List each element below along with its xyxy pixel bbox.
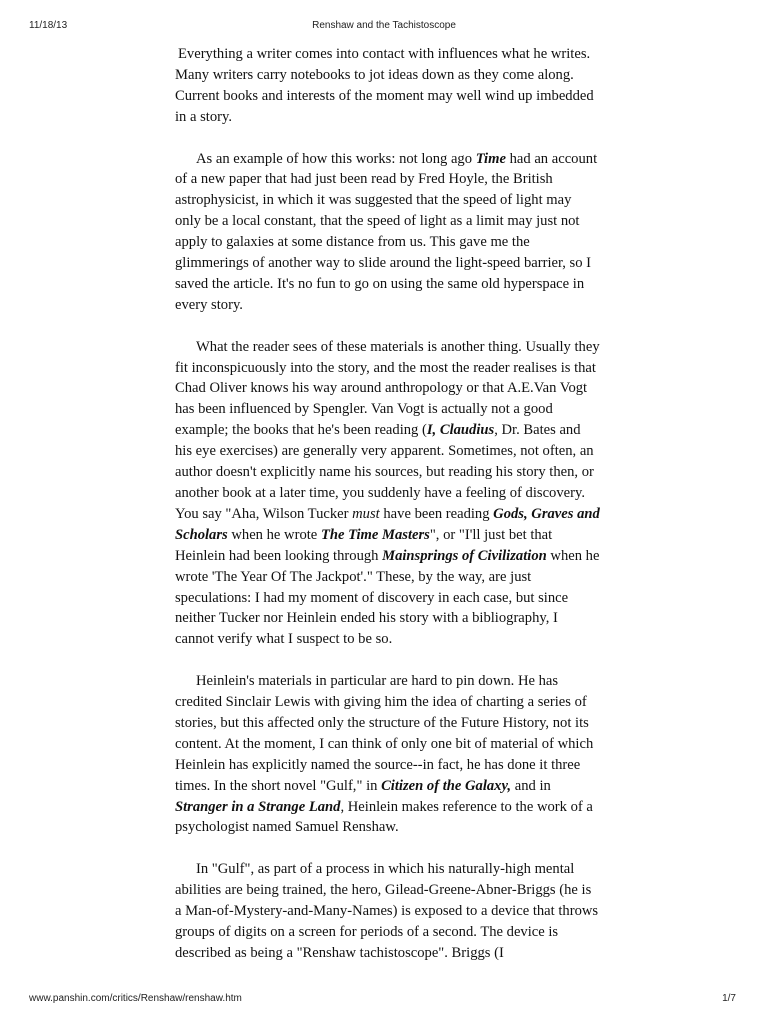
header-title: Renshaw and the Tachistoscope xyxy=(312,20,456,31)
footer-url: www.panshin.com/critics/Renshaw/renshaw.htm xyxy=(29,993,242,1004)
text-run: What the reader sees of these materials is another thing. Usually they fit inconspicuously into the story, and the most the reader realises is that Chad Oliver knows his way around anthropology or that A.E.Van Vogt has been influenced by Spengler. Van Vogt is actually not a good example; the books that he's been reading ( xyxy=(175,338,600,439)
paragraph-3 xyxy=(175,337,600,651)
text-run: , Heinlein makes reference to the work of a psychologist named Samuel Renshaw. xyxy=(175,798,593,836)
text-run: Heinlein's materials in particular are hard to pin down. He has credited Sinclair Lewis with giving him the idea of charting a series of stories, but this affected only the structure of the Future History, not its content. At the moment, I can think of only one bit of material of which Heinlein has explicitly named the source--in fact, he has done it three times. In the short novel "Gulf," in xyxy=(175,673,594,794)
text-run: had an account of a new paper that had just been read by Fred Hoyle, the British astrophysicist, in which it was suggested that the speed of light may only be a local constant, that the speed of light as a limit may just not apply to galaxies at some distance from us. This gave me the glimmerings of another way to slide around the light-speed barrier, so I saved the article. It's no fun to go on using the same old hyperspace in every story. xyxy=(175,150,598,313)
text-run: , Dr. Bates and his eye exercises) are generally very apparent. Sometimes, not often, an author doesn't explicitly name his sources, but reading his story then, or another book at a later time, you suddenly have a feeling of discovery. You say "Aha, Wilson Tucker xyxy=(175,422,594,522)
book-title: Stranger in a Strange Land xyxy=(175,798,341,815)
text-run: when he wrote 'The Year Of The Jackpot'." These, by the way, are just speculations: I had my moment of discovery in each case, but since neither Tucker nor Heinlein ended his story with a bibliography, I cannot verify what I suspect to be so. xyxy=(175,547,600,648)
article-body xyxy=(175,44,600,985)
footer-page-number: 1/7 xyxy=(722,993,736,1004)
book-title: I, Claudius xyxy=(426,422,495,439)
book-title: Mainsprings of Civilization xyxy=(382,547,547,564)
emphasis: must xyxy=(352,505,380,522)
book-title: The Time Masters xyxy=(320,526,430,543)
paragraph-1: Everything a writer comes into contact with influences what he writes. Many writers carry notebooks to jot ideas down as they come along. Current books and interests of the moment may well wind up imbedded in a story. xyxy=(175,46,594,125)
paragraph-5: In "Gulf", as part of a process in which his naturally-high mental abilities are being trained, the hero, Gilead-Greene-Abner-Briggs (he is a Man-of-Mystery-and-Many-Names) is exposed to a device that throws groups of digits on a screen for periods of a second. The device is described as being a "Renshaw tachistoscope". Briggs (I xyxy=(175,861,599,961)
text-run: As an example of how this works: not long ago xyxy=(196,150,476,167)
text-run: have been reading xyxy=(379,505,494,522)
book-title: Time xyxy=(475,150,506,167)
book-title: Citizen of the Galaxy, xyxy=(381,777,512,794)
text-run: when he wrote xyxy=(227,526,321,543)
paragraph-4 xyxy=(175,671,600,838)
book-title: Gods, Graves and Scholars xyxy=(175,505,600,543)
text-run: and in xyxy=(511,777,551,794)
header-date: 11/18/13 xyxy=(29,20,68,31)
paragraph-2 xyxy=(175,149,600,316)
text-run: ", or "I'll just bet that Heinlein had been looking through xyxy=(175,526,553,564)
